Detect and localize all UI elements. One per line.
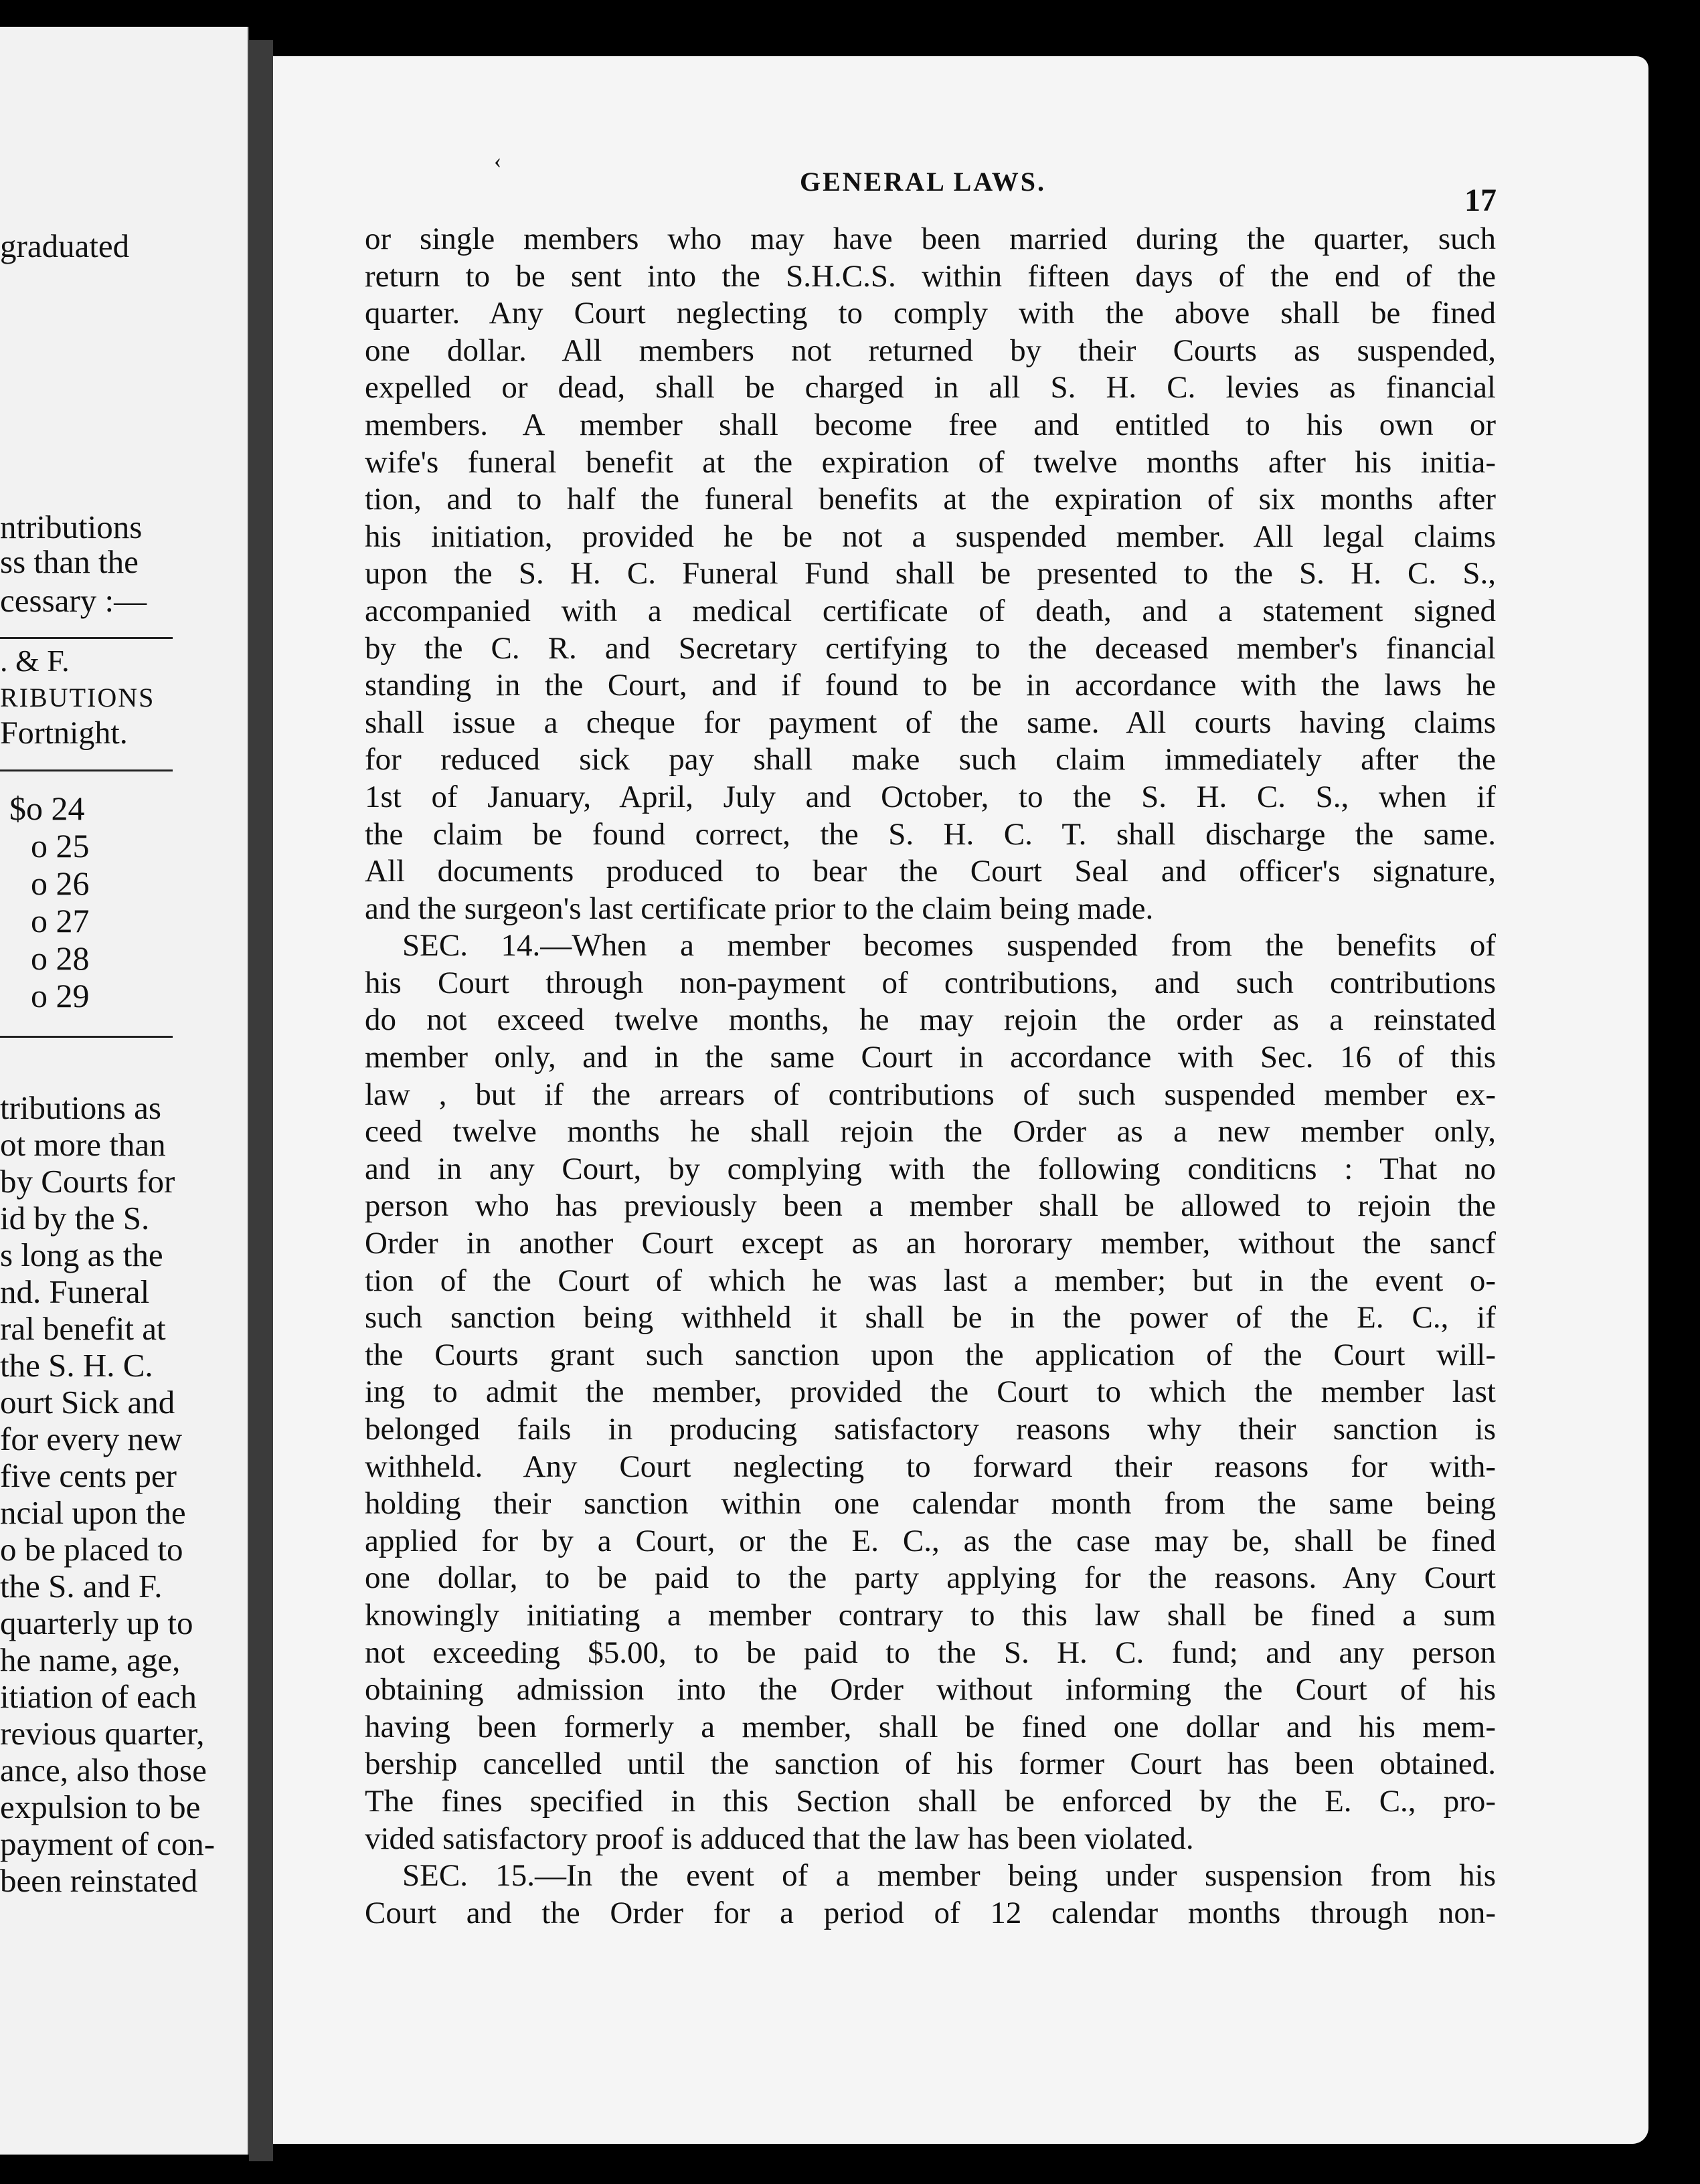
body-line: ing to admit the member, provided the Court to which the member last [365, 1374, 1496, 1410]
left-line: ance, also those [0, 1752, 207, 1789]
left-line: quarterly up to [0, 1605, 193, 1641]
left-line: been reinstated [0, 1862, 198, 1899]
left-line: ral benefit at [0, 1310, 166, 1347]
left-facing-page [0, 27, 249, 2155]
left-line: itiation of each [0, 1678, 197, 1715]
body-line: the Courts grant such sanction upon the application of the Court will- [365, 1337, 1496, 1372]
left-line: the S. and F. [0, 1568, 163, 1605]
table-rule-bottom [0, 1036, 173, 1038]
body-line: belonged fails in producing satisfactory reasons why their sanction is [365, 1412, 1496, 1447]
body-line: member only, and in the same Court in accordance with Sec. 16 of this [365, 1040, 1496, 1075]
left-line-graduated: graduated [0, 227, 130, 264]
body-line: upon the S. H. C. Funeral Fund shall be presented to the S. H. C. S., [365, 556, 1496, 592]
body-line: the claim be found correct, the S. H. C. T. shall discharge the same. [365, 816, 1496, 852]
running-head: GENERAL LAWS. [800, 167, 1046, 197]
left-line: for every new [0, 1421, 183, 1457]
left-line: revious quarter, [0, 1715, 205, 1752]
contribution-amount: $o 24 [9, 790, 85, 827]
left-line: o be placed to [0, 1531, 183, 1568]
contribution-amount: o 25 [31, 827, 90, 864]
body-line: Order in another Court except as an hororary member, without the sancf [365, 1226, 1496, 1261]
left-line: cessary :— [0, 582, 147, 619]
left-line: ntributions [0, 509, 143, 545]
contribution-amount: o 27 [31, 902, 90, 939]
body-line: SEC. 15.—In the event of a member being under suspension from his [402, 1858, 1496, 1894]
table-rule-mid [0, 769, 173, 771]
body-line: law , but if the arrears of contributions of such suspended member ex- [365, 1077, 1496, 1112]
body-line: or single members who may have been married during the quarter, such [365, 221, 1496, 256]
body-line: do not exceed twelve months, he may rejoin the order as a reinstated [365, 1002, 1496, 1038]
left-line: by Courts for [0, 1163, 175, 1200]
body-line: not exceeding $5.00, to be paid to the S. H. C. fund; and any person [365, 1635, 1496, 1670]
body-line: 1st of January, April, July and October, to the S. H. C. S., when if [365, 779, 1496, 814]
table-header-line: RIBUTIONS [0, 682, 155, 713]
page-number: 17 [1464, 183, 1497, 218]
body-line: by the C. R. and Secretary certifying to the deceased member's financial [365, 630, 1496, 666]
body-line: wife's funeral benefit at the expiration of twelve months after his initia- [365, 444, 1496, 480]
body-line: one dollar, to be paid to the party applying for the reasons. Any Court [365, 1560, 1496, 1596]
left-line: ss than the [0, 543, 139, 580]
stray-mark: ‹ [494, 149, 502, 173]
body-line: shall issue a cheque for payment of the same. All courts having claims [365, 705, 1496, 740]
body-line: return to be sent into the S.H.C.S. within fifteen days of the end of the [365, 258, 1496, 294]
body-line: tion of the Court of which he was last a member; but in the event o- [365, 1263, 1496, 1298]
body-line: The fines specified in this Section shall be enforced by the E. C., pro- [365, 1783, 1496, 1819]
left-line: expulsion to be [0, 1789, 201, 1825]
body-line: standing in the Court, and if found to be in accordance with the laws he [365, 668, 1496, 703]
body-line: bership cancelled until the sanction of his former Court has been obtained. [365, 1746, 1496, 1782]
body-line: vided satisfactory proof is adduced that the law has been violated. [365, 1821, 1194, 1856]
body-line: and the surgeon's last certificate prior to the claim being made. [365, 891, 1154, 926]
left-line: payment of con- [0, 1825, 216, 1862]
body-line: All documents produced to bear the Court Seal and officer's signature, [365, 854, 1496, 889]
table-header-line: Fortnight. [0, 715, 128, 751]
body-line: for reduced sick pay shall make such claim immediately after the [365, 742, 1496, 778]
left-line: id by the S. [0, 1200, 150, 1237]
left-line: five cents per [0, 1457, 177, 1494]
left-line: he name, age, [0, 1641, 181, 1678]
left-line: the S. H. C. [0, 1347, 153, 1384]
body-line: withheld. Any Court neglecting to forward their reasons for with- [365, 1449, 1496, 1484]
body-line: having been formerly a member, shall be fined one dollar and his mem- [365, 1709, 1496, 1744]
body-line: Court and the Order for a period of 12 calendar months through non- [365, 1895, 1496, 1930]
left-line: nd. Funeral [0, 1273, 150, 1310]
body-line: one dollar. All members not returned by their Courts as suspended, [365, 333, 1496, 368]
body-line: holding their sanction within one calendar month from the same being [365, 1486, 1496, 1522]
body-line: and in any Court, by complying with the following conditicns : That no [365, 1151, 1496, 1186]
body-line: expelled or dead, shall be charged in all S. H. C. levies as financial [365, 370, 1496, 405]
body-line: applied for by a Court, or the E. C., as the case may be, shall be fined [365, 1523, 1496, 1558]
body-line: his Court through non-payment of contributions, and such contributions [365, 965, 1496, 1000]
body-line: quarter. Any Court neglecting to comply with the above shall be fined [365, 296, 1496, 331]
body-line: SEC. 14.—When a member becomes suspended from the benefits of [402, 928, 1496, 964]
table-header-line: . & F. [0, 644, 70, 678]
contribution-amount: o 26 [31, 864, 90, 902]
body-text [365, 221, 1496, 1932]
contribution-amount: o 28 [31, 939, 90, 977]
binding-gutter [249, 40, 273, 2161]
body-line: ceed twelve months he shall rejoin the Order as a new member only, [365, 1114, 1496, 1150]
contribution-amount: o 29 [31, 977, 90, 1014]
body-line: obtaining admission into the Order without informing the Court of his [365, 1672, 1496, 1708]
left-line: tributions as [0, 1089, 161, 1126]
body-line: person who has previously been a member shall be allowed to rejoin the [365, 1188, 1496, 1224]
body-line: tion, and to half the funeral benefits at the expiration of six months after [365, 482, 1496, 517]
left-line: ncial upon the [0, 1494, 186, 1531]
left-line: ot more than [0, 1126, 166, 1163]
table-rule-top [0, 637, 173, 639]
left-line: s long as the [0, 1237, 163, 1273]
body-line: members. A member shall become free and entitled to his own or [365, 407, 1496, 442]
body-line: knowingly initiating a member contrary to this law shall be fined a sum [365, 1597, 1496, 1633]
body-line: such sanction being withheld it shall be in the power of the E. C., if [365, 1300, 1496, 1336]
left-line: ourt Sick and [0, 1384, 175, 1421]
body-line: accompanied with a medical certificate of death, and a statement signed [365, 593, 1496, 628]
body-line: his initiation, provided he be not a suspended member. All legal claims [365, 519, 1496, 554]
